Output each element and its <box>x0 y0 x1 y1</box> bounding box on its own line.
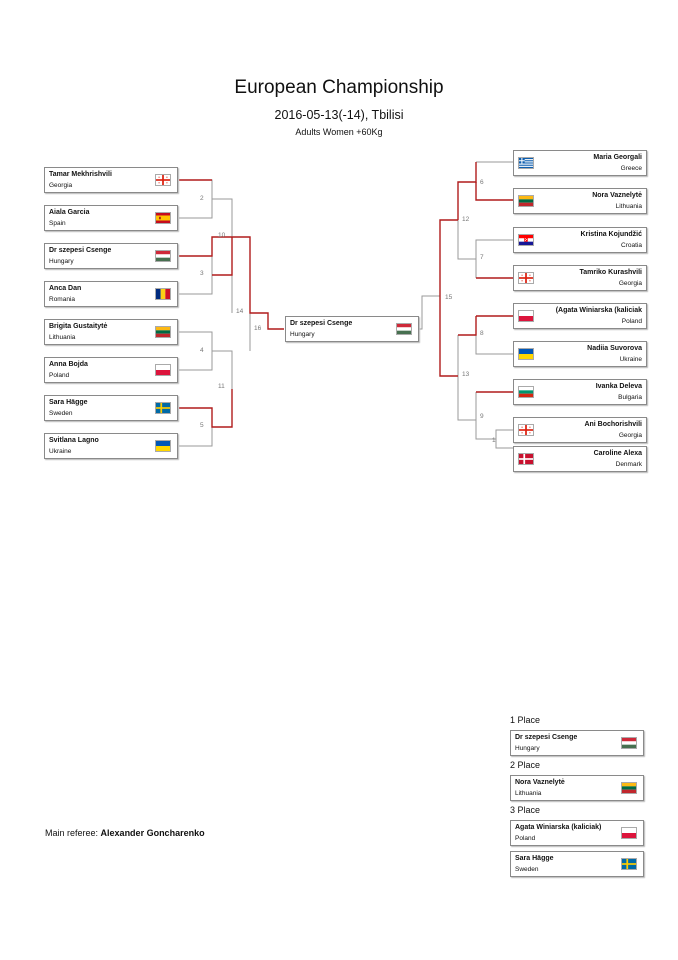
sweden-flag-icon <box>621 858 637 870</box>
competitor-card <box>513 341 647 367</box>
competitor-country: Lithuania <box>49 334 76 341</box>
competitor-name: Maria Georgali <box>593 154 642 161</box>
event-date-location: 2016-05-13(-14), Tbilisi <box>274 108 404 122</box>
third-place-label: 3 Place <box>510 805 541 815</box>
competitor-country: Ukraine <box>619 356 642 363</box>
match-number: 5 <box>200 422 204 429</box>
match-number: 11 <box>218 383 225 390</box>
third-place-card <box>510 820 644 846</box>
competitor-country: Georgia <box>618 432 642 439</box>
hungary-flag-icon <box>396 323 412 335</box>
georgia-flag-icon <box>518 424 534 436</box>
bracket-win-line <box>232 237 284 329</box>
competitor-country: Poland <box>621 318 642 325</box>
competitor-name: (Agata Winiarska (kaliciak <box>555 307 642 314</box>
competitor-name: Svitlana Lagno <box>49 437 99 444</box>
match-number: 7 <box>480 254 484 261</box>
referee-label: Main referee: <box>45 828 99 838</box>
competitor-name: Nora Vaznelytė <box>515 779 565 786</box>
second-place-label: 2 Place <box>510 760 541 770</box>
competitor-name: Dr szepesi Csenge <box>49 247 112 254</box>
bracket-line <box>496 430 513 448</box>
bracket-line <box>179 408 212 446</box>
competitor-country: Greece <box>620 165 642 172</box>
competitor-name: Tamriko Kurashvili <box>579 269 642 276</box>
competitor-name: Agata Winiarska (kaliciak) <box>515 824 602 831</box>
match-number: 8 <box>480 330 484 337</box>
match-number: 4 <box>200 347 204 354</box>
competitor-country: Croatia <box>621 242 642 249</box>
third-place-card <box>510 851 644 877</box>
referee-name: Alexander Goncharenko <box>100 828 205 838</box>
competitor-country: Sweden <box>515 866 539 873</box>
match-number: 2 <box>200 195 204 202</box>
competitor-country: Georgia <box>618 280 642 287</box>
competitor-card <box>44 319 178 345</box>
georgia-flag-icon <box>155 174 171 186</box>
lithuania-flag-icon <box>621 782 637 794</box>
competitor-card <box>513 446 647 472</box>
match-number: 12 <box>462 216 470 223</box>
competitor-name: Nora Vaznelytė <box>592 192 642 199</box>
competitor-name: Sara Hägge <box>515 855 554 862</box>
match-number: 10 <box>218 232 226 239</box>
page-title: European Championship <box>234 77 444 98</box>
competitor-name: Tamar Mekhrishvili <box>49 171 112 178</box>
competitor-card <box>44 243 178 269</box>
competitor-name: Dr szepesi Csenge <box>515 734 578 741</box>
competitor-country: Hungary <box>515 745 540 752</box>
poland-flag-icon <box>155 364 171 376</box>
competitor-card <box>513 150 647 176</box>
competitor-card <box>513 265 647 291</box>
greece-flag-icon <box>518 157 534 169</box>
competitor-country: Bulgaria <box>618 394 642 401</box>
competitor-country: Georgia <box>49 182 73 189</box>
competitor-card <box>513 188 647 214</box>
match-number: 9 <box>480 413 484 420</box>
bracket-line <box>179 332 212 370</box>
competitor-country: Romania <box>49 296 76 303</box>
match-number: 16 <box>254 325 262 332</box>
competitor-card <box>513 417 647 443</box>
lithuania-flag-icon <box>518 195 534 207</box>
competitor-card <box>44 395 178 421</box>
main-referee <box>45 828 205 838</box>
bracket-win-line <box>458 162 476 220</box>
competitor-country: Poland <box>49 372 70 379</box>
ukraine-flag-icon <box>518 348 534 360</box>
competitor-country: Poland <box>515 835 536 842</box>
denmark-flag-icon <box>518 453 534 465</box>
competitor-card <box>44 281 178 307</box>
competitor-country: Hungary <box>290 331 315 338</box>
bracket-win-line <box>179 389 232 427</box>
georgia-flag-icon <box>518 272 534 284</box>
competitor-card <box>513 227 647 253</box>
competitor-name: Dr szepesi Csenge <box>290 320 353 327</box>
competitor-name: Nadiia Suvorova <box>587 345 642 352</box>
first-place-label: 1 Place <box>510 715 541 725</box>
competitor-card <box>44 167 178 193</box>
lithuania-flag-icon <box>155 326 171 338</box>
bracket-win-line <box>179 237 232 256</box>
competitor-name: Brigita Gustaitytė <box>49 323 108 330</box>
competitor-name: Kristina Kojundžić <box>580 231 642 238</box>
bracket-line <box>179 256 212 294</box>
bracket-win-line <box>212 237 232 275</box>
competitor-name: Anca Dan <box>49 285 82 292</box>
competitor-country: Lithuania <box>615 203 642 210</box>
ukraine-flag-icon <box>155 440 171 452</box>
competitor-country: Denmark <box>615 461 642 468</box>
competitor-country: Spain <box>49 220 66 227</box>
competitor-country: Hungary <box>49 258 74 265</box>
croatia-flag-icon <box>518 234 534 246</box>
competitor-card <box>513 303 647 329</box>
match-number: 13 <box>462 371 470 378</box>
second-place-card <box>510 775 644 801</box>
competitor-name: Caroline Alexa <box>593 450 642 457</box>
weight-category: Adults Women +60Kg <box>295 127 383 137</box>
hungary-flag-icon <box>155 250 171 262</box>
competitor-name: Sara Hägge <box>49 399 88 406</box>
match-number: 3 <box>200 270 204 277</box>
competitor-name: Aiala Garcia <box>49 209 90 216</box>
hungary-flag-icon <box>621 737 637 749</box>
match-number: 1 <box>492 437 496 444</box>
match-number: 15 <box>445 294 453 301</box>
competitor-card <box>44 357 178 383</box>
bracket-line <box>179 180 212 218</box>
bracket-win-line <box>458 316 476 335</box>
poland-flag-icon <box>621 827 637 839</box>
match-number: 6 <box>480 179 484 186</box>
sweden-flag-icon <box>155 402 171 414</box>
competitor-card <box>513 379 647 405</box>
bracket-line <box>458 220 476 259</box>
competitor-country: Lithuania <box>515 790 542 797</box>
competitor-name: Ivanka Deleva <box>595 383 642 390</box>
spain-flag-icon <box>155 212 171 224</box>
competitor-country: Ukraine <box>49 448 72 455</box>
bulgaria-flag-icon <box>518 386 534 398</box>
bracket-line <box>476 392 496 439</box>
final-winner-card <box>285 316 419 342</box>
competitor-country: Sweden <box>49 410 73 417</box>
competitor-card <box>44 433 178 459</box>
romania-flag-icon <box>155 288 171 300</box>
first-place-card <box>510 730 644 756</box>
competitor-card <box>44 205 178 231</box>
poland-flag-icon <box>518 310 534 322</box>
competitor-name: Ani Bochorishvili <box>584 421 642 428</box>
match-number: 14 <box>236 308 244 315</box>
competitor-name: Anna Bojda <box>49 361 88 368</box>
bracket-line <box>212 199 232 313</box>
